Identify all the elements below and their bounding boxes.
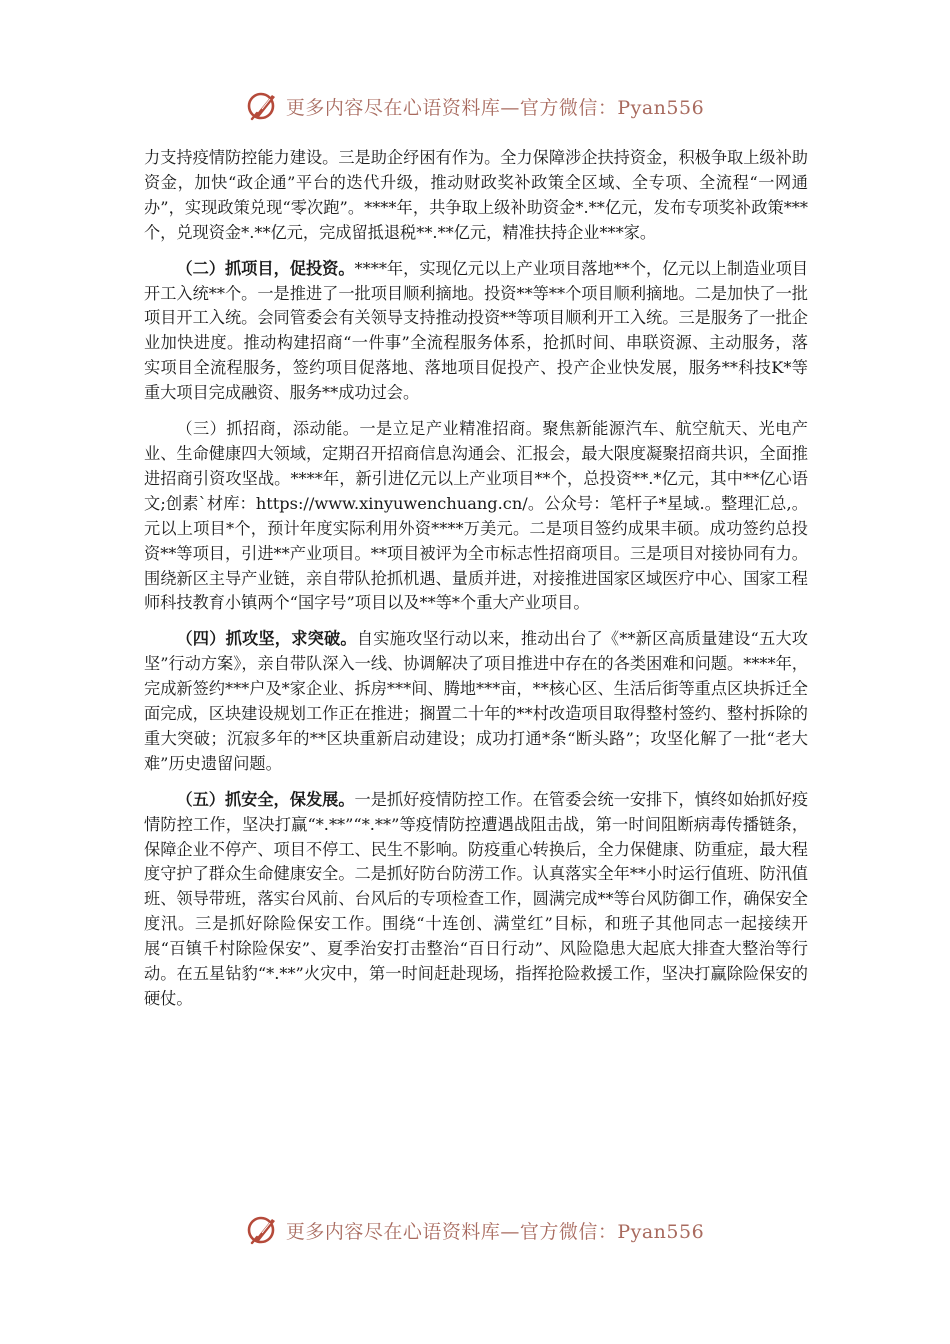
paragraph-2-heading: （二）抓项目，促投资。 [176,258,355,278]
paragraph-1 [144,146,808,246]
paragraph-2 [144,257,808,406]
footer-banner-text: 更多内容尽在心语资料库—官方微信：Pyan556 [285,1220,705,1243]
paragraph-4 [144,627,808,776]
paragraph-4-body: 自实施攻坚行动以来，推动出台了《**新区高质量建设“五大攻坚”行动方案》，亲自带队深入一线、协调解决了项目推进中存在的各类困难和问题。****年，完成新签约***户及*家企业、拆房***间、腾地***亩，**核心区、生活后街等重点区块拆迁全面完成，区块建设规划工作正在推进；搁置二十年的**村改造项目取得整村签约、整村拆除的重大突破；沉寂多年的**区块重新启动建设；成功打通*条“断头路”；攻坚化解了一批“老大难”历史遗留问题。 [144,629,808,773]
paragraph-5-heading: （五）抓安全，保发展。 [176,789,355,809]
paragraph-5-body: 一是抓好疫情防控工作。在管委会统一安排下，慎终如始抓好疫情防控工作，坚决打赢“*.**”“*.**”等疫情防控遭遇战阻击战，第一时间阻断病毒传播链条，保障企业不停产、项目不停工、民生不影响。防疫重心转换后，全力保健康、防重症，最大程度守护了群众生命健康安全。二是抓好防台防涝工作。认真落实全年**小时运行值班、防汛值班、领导带班，落实台风前、台风后的专项检查工作，圆满完成**等台风防御工作，确保安全度汛。三是抓好除险保安工作。围绕“十连创、满堂红”目标，和班子其他同志一起接续开展“百镇千村除险保安”、夏季治安打击整治“百日行动”、风险隐患大起底大排查大整治等行动。在五星钻豹“*.**”火灾中，第一时间赶赴现场，指挥抢险救援工作，坚决打赢除险保安的硬仗。 [144,789,809,1008]
paragraph-3-body: （三）抓招商，添动能。一是立足产业精准招商。聚焦新能源汽车、航空航天、光电产业、生命健康四大领域，定期召开招商信息沟通会、汇报会，最大限度凝聚招商共识，全面推进招商引资攻坚战。****年，新引进亿元以上产业项目**个，总投资**.*亿元，其中**亿心语文;创素`材库：https://www.xinyuwenchuang.cn/。公众号：笔杆子*星域.。整理汇总,。元以上项目*个，预计年度实际利用外资****万美元。二是项目签约成果丰硕。成功签约总投资**等项目，引进**产业项目。**项目被评为全市标志性招商项目。三是项目对接协同有力。围绕新区主导产业链，亲自带队抢抓机遇、量质并进，对接推进国家区域医疗中心、国家工程师科技教育小镇两个“国字号”项目以及**等*个重大产业项目。 [144,419,808,613]
header-banner-text: 更多内容尽在心语资料库—官方微信：Pyan556 [285,96,705,119]
paragraph-3 [144,417,808,616]
footer-banner [0,1210,950,1250]
paragraph-4-heading: （四）抓攻坚，求突破。 [176,629,357,649]
paragraph-1-body: 力支持疫情防控能力建设。三是助企纾困有作为。全力保障涉企扶持资金，积极争取上级补助资金，加快“政企通”平台的迭代升级，推动财政奖补政策全区域、全专项、全流程“一网通办”，实现政策兑现“零次跑”。****年，共争取上级补助资金*.**亿元，发布专项奖补政策***个，兑现资金*.**亿元，完成留抵退税**.**亿元，精准扶持企业***家。 [144,148,808,242]
quill-logo-icon [246,1213,280,1247]
paragraph-5 [144,788,808,1012]
document-body [144,146,808,1023]
quill-logo-icon [246,89,280,123]
header-banner [0,86,950,126]
paragraph-2-body: ****年，实现亿元以上产业项目落地**个，亿元以上制造业项目开工入统**个。一是推进了一批项目顺利摘地。投资**等**个项目顺利摘地。二是加快了一批项目开工入统。会同管委会有关领导支持推动投资**等项目顺利开工入统。三是服务了一批企业加快进度。推动构建招商“一件事”全流程服务体系，抢抓时间、串联资源、主动服务，落实项目全流程服务，签约项目促落地、落地项目促投产、投产企业快发展，服务**科技K*等重大项目完成融资、服务**成功过会。 [144,258,809,403]
